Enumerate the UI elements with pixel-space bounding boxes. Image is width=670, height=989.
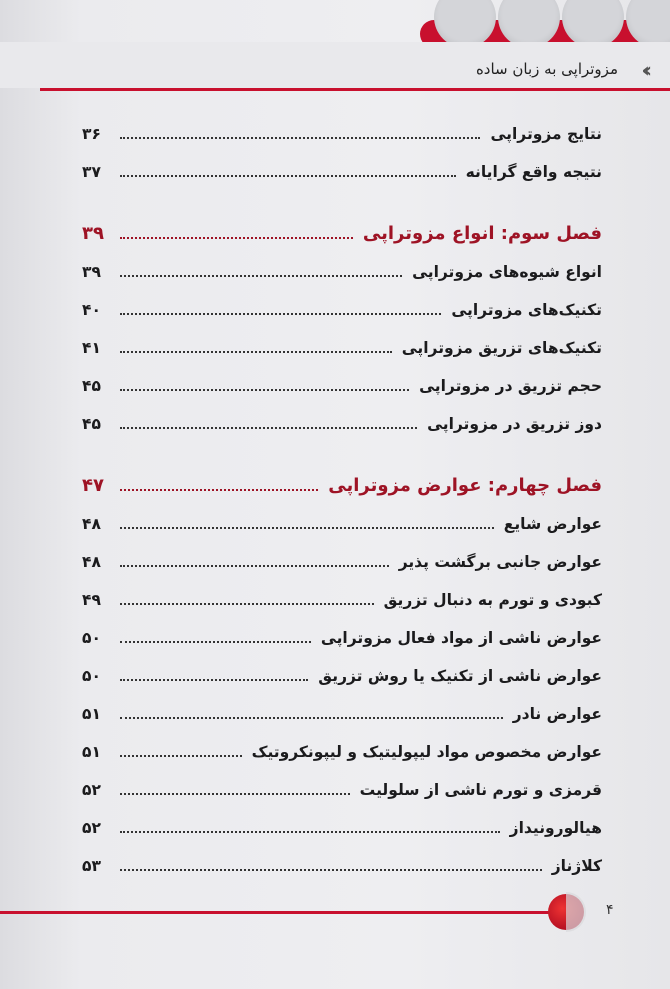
toc-entry	[82, 686, 602, 724]
toc-dot-leader	[120, 565, 389, 567]
toc-entry-page: ۵۳	[82, 857, 101, 875]
toc-entry-page: ۴۸	[82, 515, 101, 533]
toc-dot-leader	[120, 137, 480, 139]
toc-entry	[82, 572, 602, 610]
toc-dot-leader	[120, 237, 353, 239]
toc-chapter-heading	[82, 456, 602, 496]
toc-entry	[82, 244, 602, 282]
toc-dot-leader	[120, 869, 542, 871]
toc-entry-page: ۴۰	[82, 301, 101, 319]
toc-entry	[82, 496, 602, 534]
toc-dot-leader	[120, 351, 392, 353]
toc-entry-title: هیالورونیداز	[509, 819, 602, 837]
toc-entry-page: ۴۵	[82, 377, 101, 395]
toc-entry	[82, 838, 602, 876]
toc-dot-leader	[120, 717, 503, 719]
toc-dot-leader	[120, 679, 308, 681]
toc-entry-page: ۵۲	[82, 781, 101, 799]
toc-dot-leader	[120, 755, 242, 757]
toc-entry-page: ۳۹	[82, 223, 104, 244]
toc-entry-title: عوارض ناشی از مواد فعال مزوتراپی	[320, 629, 602, 647]
toc-entry-title: عوارض شایع	[503, 515, 602, 533]
toc-entry-title: قرمزی و تورم ناشی از سلولیت	[359, 781, 602, 799]
toc-entry-title: انواع شیوه‌های مزوتراپی	[412, 263, 602, 281]
toc-dot-leader	[120, 489, 318, 491]
toc-entry-title: نتیجه واقع گرایانه	[465, 163, 602, 181]
toc-entry-page: ۵۱	[82, 705, 101, 723]
toc-dot-leader	[120, 313, 441, 315]
header-rule	[40, 88, 670, 91]
toc-entry-title: دوز تزریق در مزوتراپی	[427, 415, 602, 433]
toc-entry-title: کلاژناز	[551, 857, 602, 875]
toc-entry	[82, 610, 602, 648]
toc-entry	[82, 396, 602, 434]
toc-entry-page: ۵۰	[82, 667, 101, 685]
toc-entry	[82, 358, 602, 396]
toc-dot-leader	[120, 641, 311, 643]
toc-entry-page: ۴۷	[82, 475, 104, 496]
toc-entry-page: ۵۱	[82, 743, 101, 761]
toc-entry-title: عوارض جانبی برگشت پذیر	[398, 553, 602, 571]
toc-entry	[82, 534, 602, 572]
page-number: ۴	[606, 902, 614, 918]
toc-dot-leader	[120, 527, 494, 529]
toc-entry-title: فصل سوم: انواع مزوتراپی	[362, 223, 602, 244]
toc-entry-page: ۵۰	[82, 629, 101, 647]
toc-entry-title: فصل چهارم: عوارض مزوتراپی	[328, 475, 602, 496]
toc-entry	[82, 320, 602, 358]
toc-dot-leader	[120, 427, 417, 429]
toc-entry-title: عوارض مخصوص مواد لیپولیتیک و لیپونکروتیک	[251, 743, 602, 761]
toc-entry-title: عوارض نادر	[512, 705, 602, 723]
header-decorative-circles	[400, 0, 670, 46]
toc-entry	[82, 106, 602, 144]
toc-entry-page: ۴۵	[82, 415, 101, 433]
toc-entry-page: ۳۹	[82, 263, 101, 281]
double-chevron-icon: ‹‹	[641, 58, 646, 82]
toc-entry-page: ۳۶	[82, 125, 101, 143]
footer-rule	[0, 911, 560, 914]
toc-entry-title: نتایج مزوتراپی	[490, 125, 602, 143]
toc-dot-leader	[120, 175, 456, 177]
toc-entry-page: ۴۹	[82, 591, 101, 609]
toc-entry	[82, 724, 602, 762]
toc-entry-title: تکنیک‌های تزریق مزوتراپی	[401, 339, 602, 357]
toc-entry-page: ۴۱	[82, 339, 101, 357]
table-of-contents	[82, 106, 602, 876]
toc-entry	[82, 282, 602, 320]
toc-entry	[82, 762, 602, 800]
toc-gap	[82, 182, 602, 204]
toc-entry-title: کبودی و تورم به دنبال تزریق	[383, 591, 602, 609]
toc-entry	[82, 648, 602, 686]
toc-dot-leader	[120, 389, 409, 391]
toc-gap	[82, 434, 602, 456]
toc-entry-page: ۳۷	[82, 163, 101, 181]
toc-dot-leader	[120, 603, 374, 605]
toc-entry-page: ۴۸	[82, 553, 101, 571]
running-header-title: مزوتراپی به زبان ساده	[475, 60, 618, 78]
toc-entry-page: ۵۲	[82, 819, 101, 837]
toc-dot-leader	[120, 275, 402, 277]
toc-entry-title: تکنیک‌های مزوتراپی	[451, 301, 602, 319]
toc-entry	[82, 800, 602, 838]
toc-entry-title: عوارض ناشی از تکنیک یا روش تزریق	[318, 667, 602, 685]
toc-entry	[82, 144, 602, 182]
toc-entry-title: حجم تزریق در مزوتراپی	[419, 377, 602, 395]
toc-dot-leader	[120, 831, 500, 833]
toc-chapter-heading	[82, 204, 602, 244]
toc-dot-leader	[120, 793, 350, 795]
footer-circle-overlay	[566, 892, 586, 932]
